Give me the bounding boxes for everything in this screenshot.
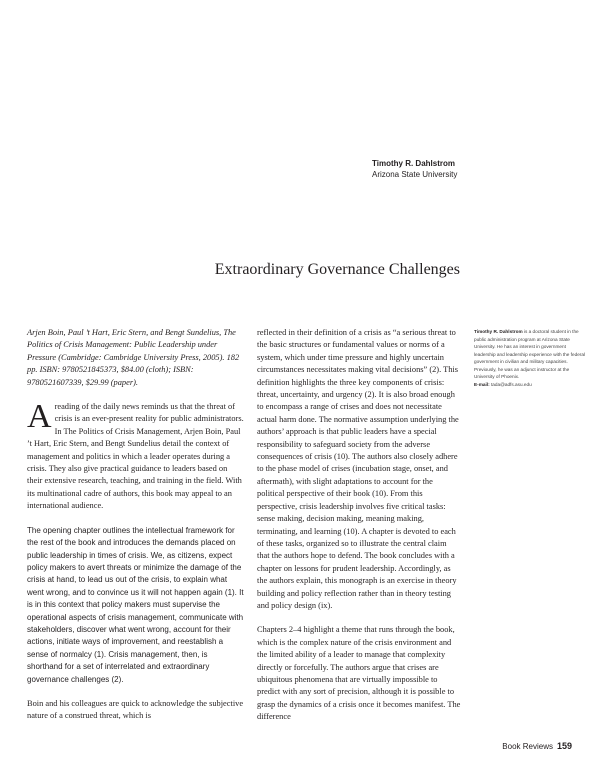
drop-cap: A	[27, 398, 52, 436]
intro-text: reading of the daily news reminds us that the threat of crisis is an ever-present reality for public administrators. In The Politics of Crisis Management, Arjen Boin, Paul ’t Hart, Eric Stern, and Bengt Sundelius detail the context of management and politics in which a leader operates during a crisis. They also give practical guidance to leaders based on their extensive research, teaching, and training in the field. With its multinational cadre of authors, this book may appeal to an international audience.	[27, 402, 244, 511]
footer-section: Book Reviews	[502, 742, 553, 751]
paragraph: reflected in their definition of a crisis as “a serious threat to the basic structures or fundamental values or norms of a system, which under time pressure and highly uncertain circumstances necessitates making vital decisions” (2). This definition highlights the three key components of crisis: threat, uncertainty, and urgency (2). It is also broad enough to encompass a range of crises and does not necessitate actual harm done. The normative assumption underlying the authors’ approach is that public leaders have a special responsibility to safeguard society from the adverse consequences of crisis (10). The authors also closely adhere to the phase model of crises (incubation stage, onset, and aftermath), with slight adaptations to account for the political perspective of their book (10). From this perspective, crisis leadership involves five critical tasks: sense making, decision making, meaning making, terminating, and learning (10). A chapter is devoted to each of these tasks, organized so to illustrate the central claim that the authors hope to defend. The book concludes with a chapter on lessons for prudent leadership. Accordingly, as the authors explain, this monograph is an exercise in theory building and policy reflection rather than in theory testing and policy design (ix).	[257, 328, 459, 610]
bio-email-label: E-mail:	[474, 381, 490, 387]
bio-name: Timothy R. Dahlstrom	[474, 329, 523, 334]
page-footer	[502, 741, 572, 752]
middle-column	[257, 327, 461, 724]
author-affiliation: Arizona State University	[372, 170, 458, 179]
author-name: Timothy R. Dahlstrom	[372, 159, 455, 168]
paragraph: Chapters 2–4 highlight a theme that runs through the book, which is the complex nature of the crisis environment and the limited ability of a leader to manage that complexity directly or forcefully. The authors argue that crises are ubiquitous phenomena that are virtually impossible to predict with any sort of precision, although it is possible to grasp the dynamics of a crisis once it becomes manifest. The difference	[257, 625, 461, 722]
bio-text: is a doctoral student in the public administration program at Arizona State University. He has an interest in government leadership and leadership experience with the federal government in civilian and military capacities. Previously, he was an adjunct instructor at the University of Phoenix.	[474, 329, 586, 379]
bio-email-link[interactable]: tada@adfs.asu.edu	[490, 381, 532, 387]
left-column	[27, 327, 244, 723]
page-number: 159	[556, 741, 572, 751]
book-citation: Arjen Boin, Paul ’t Hart, Eric Stern, and Bengt Sundelius, The Politics of Crisis Management: Public Leadership under Pressure (Cambridge: Cambridge University Press, 2005). 182 pp. ISBN: 9780521845373, $84.00 (cloth); ISBN: 9780521607339, $29.99 (paper).	[27, 328, 240, 387]
article-title: Extraordinary Governance Challenges	[214, 261, 460, 278]
paragraph: Boin and his colleagues are quick to acknowledge the subjective nature of a construed threat, which is	[27, 698, 244, 721]
intro-paragraph	[27, 398, 244, 513]
author-block	[372, 158, 572, 180]
author-bio	[474, 328, 586, 388]
paragraph: The opening chapter outlines the intellectual framework for the rest of the book and introduces the demands placed on public leadership in times of crisis. We, as citizens, expect policy makers to avert threats or minimize the damage of the crisis at hand, to lead us out of the crisis, to explain what went wrong, and to convince us it will not happen again (1). It is in this context that policy makers must supervise the operational aspects of crisis management, communicate with stakeholders, discover what went wrong, account for their actions, initiate ways of improvement, and reestablish a sense of normalcy (1). Crisis management, then, is shorthand for a set of interrelated and extraordinary governance challenges (2).	[27, 525, 244, 684]
